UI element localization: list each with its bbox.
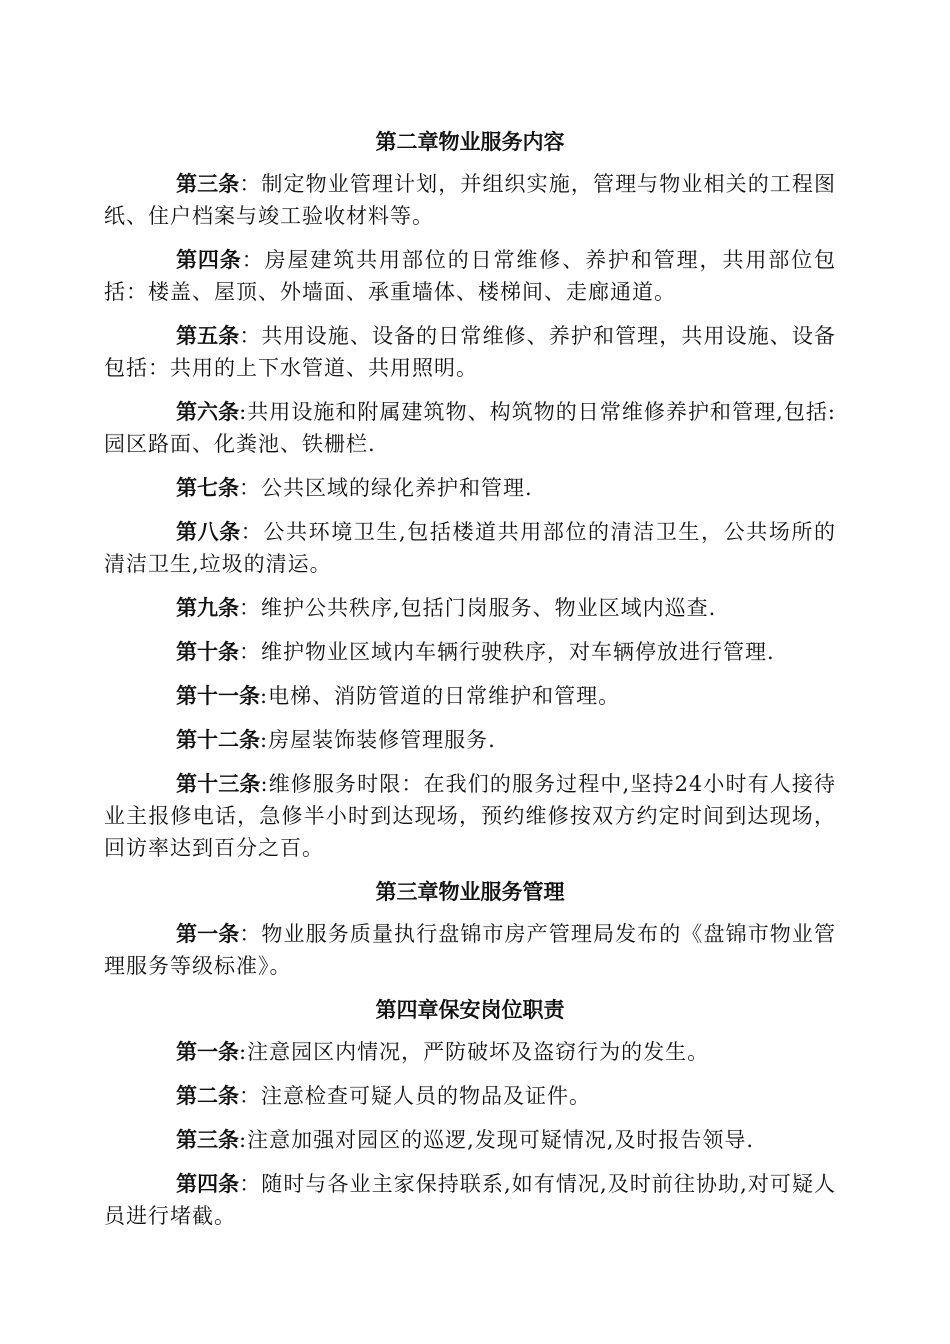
article xyxy=(104,168,836,232)
chapter-title: 第三章物业服务管理 xyxy=(375,880,565,904)
article-text: 房屋装饰装修管理服务. xyxy=(268,728,496,752)
article xyxy=(104,1168,836,1232)
article-separator: ： xyxy=(241,248,265,272)
article-separator: ： xyxy=(239,640,261,664)
article-separator: ： xyxy=(239,1084,261,1108)
article xyxy=(104,396,836,460)
article-text: 物业服务质量执行盘锦市房产管理局发布的《盘锦市物业管理服务等级标准》。 xyxy=(104,922,837,978)
article-text: 公共区域的绿化养护和管理. xyxy=(261,476,533,500)
article-text: 共用设施和附属建筑物、构筑物的日常维修养护和管理,包括:园区路面、化粪池、铁栅栏. xyxy=(104,400,837,456)
article-label: 第二条 xyxy=(176,1084,239,1108)
article-separator: ： xyxy=(239,324,262,348)
article-separator: ： xyxy=(239,922,262,946)
article-text: 共用设施、设备的日常维修、养护和管理，共用设施、设备包括：共用的上下水管道、共用照明。 xyxy=(104,324,837,380)
article-text: 电梯、消防管道的日常维护和管理。 xyxy=(268,684,621,708)
article-text: 注意加强对园区的巡逻,发现可疑情况,及时报告领导. xyxy=(247,1128,755,1152)
article-text: 注意园区内情况，严防破坏及盗窃行为的发生。 xyxy=(247,1040,710,1064)
article-separator: ： xyxy=(239,1172,262,1196)
article-separator: : xyxy=(260,684,269,708)
article-label: 第九条 xyxy=(176,596,239,620)
article-label: 第五条 xyxy=(176,324,240,348)
article-separator: ： xyxy=(239,596,261,620)
article-label: 第一条 xyxy=(176,1040,239,1064)
article xyxy=(104,636,836,668)
article xyxy=(104,680,836,712)
article xyxy=(104,768,836,864)
article-text: 维修服务时限：在我们的服务过程中,坚持24小时有人接待业主报修电话，急修半小时到达现场，预约维修按双方约定时间到达现场，回访率达到百分之百。 xyxy=(104,772,836,860)
article-label: 第四条 xyxy=(176,248,242,272)
article xyxy=(104,472,836,504)
article xyxy=(104,1036,836,1068)
chapter-title: 第二章物业服务内容 xyxy=(375,130,565,154)
article xyxy=(104,592,836,624)
article-text: 维护公共秩序,包括门岗服务、物业区域内巡查. xyxy=(261,596,717,620)
article-separator: : xyxy=(239,1128,248,1152)
article-text: 公共环境卫生,包括楼道共用部位的清洁卫生，公共场所的清洁卫生,垃圾的清运。 xyxy=(104,520,837,576)
article-separator: : xyxy=(239,1040,248,1064)
article-text: 随时与各业主家保持联系,如有情况,及时前往协助,对可疑人员进行堵截。 xyxy=(104,1172,837,1228)
article-label: 第一条 xyxy=(176,922,240,946)
article-text: 房屋建筑共用部位的日常维修、养护和管理，共用部位包括：楼盖、屋顶、外墙面、承重墙体、楼梯间、走廊通道。 xyxy=(104,248,837,304)
article-text: 制定物业管理计划，并组织实施，管理与物业相关的工程图纸、住户档案与竣工验收材料等。 xyxy=(104,172,837,228)
article-separator: : xyxy=(260,772,269,796)
article-separator: ： xyxy=(239,476,261,500)
article-label: 第六条 xyxy=(176,400,240,424)
article-text: 维护物业区域内车辆行驶秩序，对车辆停放进行管理. xyxy=(261,640,775,664)
article-label: 第十条 xyxy=(176,640,239,664)
article xyxy=(104,320,836,384)
article-label: 第七条 xyxy=(176,476,239,500)
article xyxy=(104,724,836,756)
article-label: 第三条 xyxy=(176,172,240,196)
article-label: 第四条 xyxy=(176,1172,240,1196)
article-separator: ： xyxy=(240,520,264,544)
article-text: 注意检查可疑人员的物品及证件。 xyxy=(261,1084,591,1108)
article-label: 第十三条 xyxy=(176,772,261,796)
document-content xyxy=(104,126,836,1244)
article-separator: : xyxy=(260,728,269,752)
chapter-title: 第四章保安岗位职责 xyxy=(375,998,565,1022)
article xyxy=(104,1080,836,1112)
article xyxy=(104,516,836,580)
article-label: 第十一条 xyxy=(176,684,260,708)
article-label: 第十二条 xyxy=(176,728,260,752)
article-label: 第八条 xyxy=(176,520,241,544)
article xyxy=(104,1124,836,1156)
article-label: 第三条 xyxy=(176,1128,239,1152)
article xyxy=(104,918,836,982)
article xyxy=(104,244,836,308)
article-separator: ： xyxy=(239,172,262,196)
article-separator: : xyxy=(239,400,248,424)
